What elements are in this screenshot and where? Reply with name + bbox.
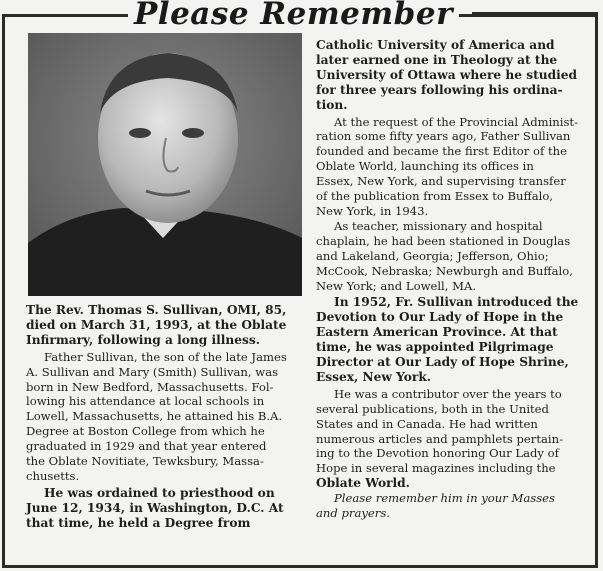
- text-line: Director at Our Lady of Hope Shrine,: [316, 355, 569, 370]
- left-column: [26, 303, 304, 531]
- text-line: Oblate World, launching its offices in: [316, 159, 534, 174]
- closing-request: [316, 491, 592, 521]
- text-line: New York, in 1943.: [316, 203, 429, 218]
- text-line: of the publication from Essex to Buffalo,: [316, 189, 554, 204]
- text-line: numerous articles and pamphlets pertain-: [316, 431, 563, 446]
- text-line: graduated in 1929 and that year entered: [26, 439, 267, 454]
- text-line: Catholic University of America and: [316, 38, 555, 52]
- text-line: later earned one in Theology at the: [316, 52, 558, 67]
- text-line: As teacher, missionary and hospital: [334, 218, 543, 233]
- lead-paragraph: [26, 303, 304, 348]
- text-line: University of Ottawa where he studied: [316, 67, 578, 82]
- text-line: Lowell, Massachusetts, he attained his B.A.: [26, 409, 283, 424]
- editor-paragraph: [316, 115, 592, 219]
- text-line: ration some fifty years ago, Father Sullivan: [316, 129, 571, 144]
- biography-paragraph: [26, 350, 304, 484]
- text-line: A. Sullivan and Mary (Smith) Sullivan, was: [26, 364, 279, 379]
- text-line: ing to the Devotion honoring Our Lady of: [316, 446, 559, 461]
- ordination-paragraph: [26, 486, 304, 531]
- text-line: The Rev. Thomas S. Sullivan, OMI, 85,: [26, 303, 287, 317]
- stations-paragraph: [316, 219, 592, 294]
- text-line: tion.: [316, 97, 348, 112]
- text-line: chusetts.: [26, 468, 80, 483]
- text-line: Degree at Boston College from which he: [26, 424, 265, 439]
- text-line: He was a contributor over the years to: [334, 386, 562, 401]
- text-line: the Oblate Novitiate, Tewksbury, Massa-: [26, 454, 264, 469]
- text-line: States and in Canada. He had written: [316, 416, 538, 431]
- text-line: McCook, Nebraska; Newburgh and Buffalo,: [316, 263, 573, 278]
- text-line: founded and became the first Editor of the: [316, 144, 567, 159]
- text-line: Hope in several magazines including the: [316, 461, 556, 476]
- portrait-photo: [28, 33, 302, 296]
- text-line: In 1952, Fr. Sullivan introduced the: [334, 295, 579, 310]
- text-line: and prayers.: [316, 506, 390, 521]
- right-column: [316, 38, 592, 521]
- text-line: He was ordained to priesthood on: [44, 485, 275, 500]
- text-line: chaplain, he had been stationed in Douglas: [316, 233, 571, 248]
- devotion-paragraph: [316, 295, 592, 384]
- education-paragraph: [316, 38, 592, 113]
- text-line: that time, he held a Degree from: [26, 515, 251, 530]
- text-line: lowing his attendance at local schools in: [26, 394, 265, 409]
- text-line: died on March 31, 1993, at the Oblate: [26, 317, 287, 332]
- text-line: several publications, both in the United: [316, 401, 549, 416]
- publication-name: Oblate World.: [316, 476, 410, 491]
- text-line: Essex, New York.: [316, 369, 432, 384]
- text-line: At the request of the Provincial Administ-: [334, 114, 579, 129]
- text-line: born in New Bedford, Massachusetts. Fol-: [26, 379, 274, 394]
- text-line: Please remember him in your Masses: [334, 491, 555, 506]
- text-line: Father Sullivan, the son of the late James: [44, 349, 287, 364]
- text-line: June 12, 1934, in Washington, D.C. At: [26, 500, 284, 515]
- article-title: Please Remember: [128, 0, 459, 32]
- text-line: Essex, New York, and supervising transfer: [316, 174, 566, 189]
- text-line: Devotion to Our Lady of Hope in the: [316, 310, 564, 325]
- text-line: New York; and Lowell, MA.: [316, 278, 477, 293]
- publications-paragraph: [316, 387, 592, 491]
- text-line: for three years following his ordina-: [316, 82, 563, 97]
- text-line: time, he was appointed Pilgrimage: [316, 340, 554, 355]
- text-line: Eastern American Province. At that: [316, 325, 558, 340]
- text-line: and Lakeland, Georgia; Jefferson, Ohio;: [316, 248, 549, 263]
- title-rule: [472, 12, 598, 15]
- text-line: Infirmary, following a long illness.: [26, 332, 260, 347]
